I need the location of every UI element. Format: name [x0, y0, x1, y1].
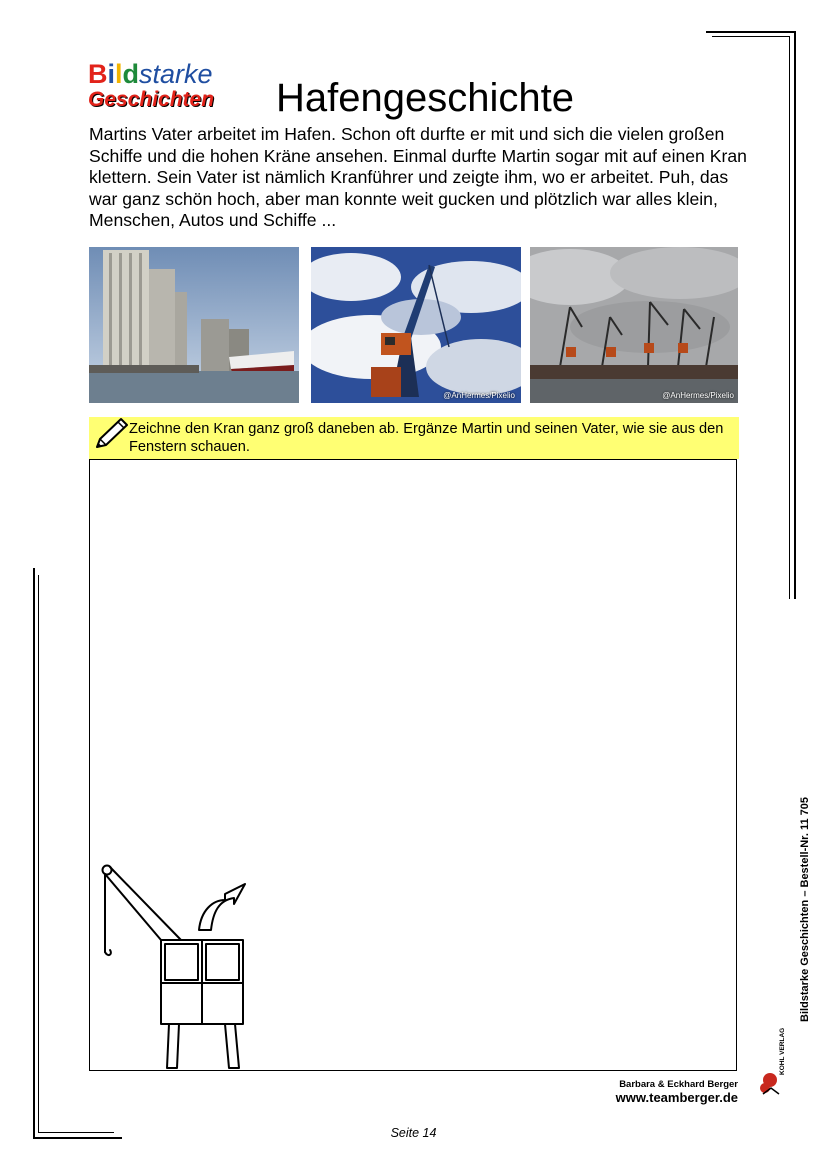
page-title: Hafengeschichte: [276, 76, 574, 120]
crane-drawing: [95, 858, 255, 1078]
publisher-logo: [757, 1027, 797, 1100]
photo-crane-sky: [311, 247, 521, 403]
sidebar-order-number: Bildstarke Geschichten – Bestell-Nr. 11 705: [799, 796, 811, 1022]
frame-bottom-left-v2: [38, 575, 39, 1133]
pencil-icon: [91, 417, 129, 458]
logo-line-1: Bildstarke: [88, 59, 213, 89]
story-text: Martins Vater arbeitet im Hafen. Schon oft durfte er mit und sich die vielen großen Schiffe und die hohen Kräne ansehen. Einmal durfte Martin sogar mit auf einen Kran klettern. Sein Vater ist nämlich Kranführer und zeigte ihm, wo er arbeitet. Puh, das war ganz schön hoch, aber man konnte weit gucken und plötzlich war alles klein, Menschen, Autos und Schiffe ...: [89, 124, 747, 231]
logo: [88, 60, 258, 120]
task-instruction: [89, 417, 739, 459]
photo-credit: @AnHermes/Pixelio: [443, 391, 515, 400]
task-text: Zeichne den Kran ganz groß daneben ab. Ergänze Martin und seinen Vater, wie sie aus den Fenstern schauen.: [129, 421, 724, 455]
photo-credit: @AnHermes/Pixelio: [662, 391, 734, 400]
page-number: Seite 14: [390, 1126, 437, 1140]
photo-crane-row: [530, 247, 740, 403]
publisher-logo-text: KOHL VERLAG: [779, 1027, 786, 1075]
frame-top-right-h2: [712, 36, 790, 37]
author-website[interactable]: www.teamberger.de: [615, 1090, 738, 1105]
authors-block: [616, 1078, 738, 1104]
frame-bottom-left-v1: [33, 568, 35, 1139]
author-names: Barbara & Eckhard Berger: [619, 1079, 738, 1090]
frame-top-right-v1: [794, 31, 796, 599]
photo-harbor-buildings: [89, 247, 299, 403]
frame-top-right-h1: [706, 31, 796, 33]
frame-top-right-v2: [789, 36, 790, 599]
logo-line-2: Geschichten: [88, 88, 215, 111]
